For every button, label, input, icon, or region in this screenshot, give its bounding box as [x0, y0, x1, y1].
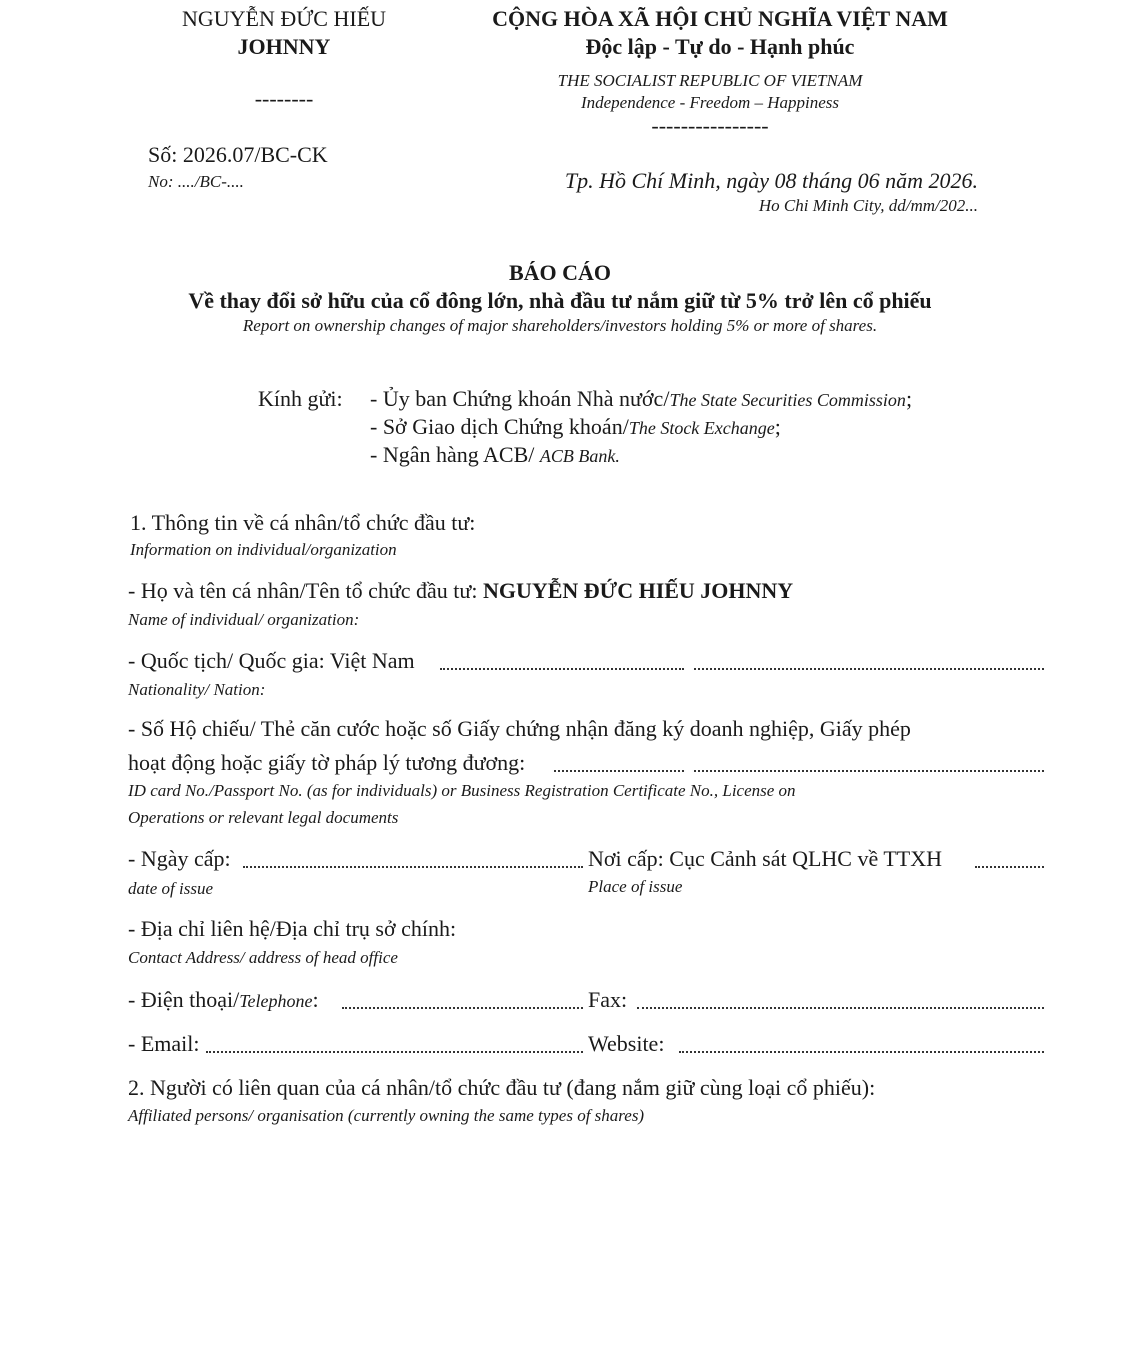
recipient-item: - Ủy ban Chứng khoán Nhà nước/The State Securities Commission; [370, 386, 913, 411]
nationality-fill [694, 666, 1044, 670]
investor-name-value: NGUYỄN ĐỨC HIẾU JOHNNY [482, 578, 794, 603]
address-label: - Địa chỉ liên hệ/Địa chỉ trụ sở chính: [128, 916, 457, 941]
fax-fill [637, 1005, 1044, 1009]
document-number: Số: 2026.07/BC-CK [148, 142, 328, 167]
investor-name-row [128, 578, 793, 604]
phone-row: - Điện thoại/Telephone: [128, 987, 319, 1012]
report-subtitle-en: Report on ownership changes of major shareholders/investors holding 5% or more of shares. [242, 316, 878, 335]
section1-heading-en: Information on individual/organization [130, 540, 397, 559]
issue-date-label-en: date of issue [128, 879, 213, 898]
recipient-item: - Ngân hàng ACB/ ACB Bank. [370, 442, 620, 467]
nationality-label-en: Nationality/ Nation: [128, 680, 266, 699]
nationality-row [128, 648, 415, 674]
nationality-label: - Quốc tịch/ Quốc gia: [128, 648, 330, 673]
report-title: BÁO CÁO [508, 260, 612, 285]
issue-place-fill [975, 864, 1044, 868]
nationality-value: Việt Nam [329, 648, 415, 673]
phone-label: - Điện thoại/ [128, 987, 240, 1012]
issue-date-fill [243, 864, 583, 868]
id-label-en-line1: ID card No./Passport No. (as for individuals) or Business Registration Certificate No., License on [128, 781, 796, 800]
place-date-en: Ho Chi Minh City, dd/mm/202... [758, 196, 978, 215]
section2-heading: 2. Người có liên quan của cá nhân/tổ chức đầu tư (đang nắm giữ cùng loại cổ phiếu): [128, 1075, 876, 1100]
issue-place-label: Nơi cấp: [588, 846, 670, 871]
issue-date-label: - Ngày cấp: [128, 846, 231, 871]
investor-name-label-en: Name of individual/ organization: [128, 610, 360, 629]
national-motto: Độc lập - Tự do - Hạnh phúc [585, 34, 855, 59]
sender-name-line2: JOHNNY [237, 34, 331, 59]
fax-label: Fax: [588, 987, 628, 1012]
recipients-label: Kính gửi: [258, 386, 343, 411]
website-label: Website: [588, 1031, 665, 1056]
id-label-line2: hoạt động hoặc giấy tờ pháp lý tương đương: [128, 750, 526, 775]
phone-label-en: Telephone [239, 991, 313, 1011]
recipient-item: - Sở Giao dịch Chứng khoán/The Stock Exchange; [370, 414, 781, 439]
phone-fill [342, 1005, 583, 1009]
report-subtitle: Về thay đổi sở hữu của cổ đông lớn, nhà đầu tư nắm giữ từ 5% trở lên cổ phiếu [188, 288, 932, 313]
issue-place-value: Cục Cảnh sát QLHC về TTXH [669, 846, 943, 871]
id-label-line1: - Số Hộ chiếu/ Thẻ căn cước hoặc số Giấy chứng nhận đăng ký doanh nghiệp, Giấy phép [128, 716, 911, 741]
id-label-en-line2: Operations or relevant legal documents [128, 808, 399, 827]
nationality-fill [440, 666, 684, 670]
issue-place-label-en: Place of issue [588, 877, 683, 896]
national-motto-en: Independence - Freedom – Happiness [580, 93, 840, 112]
id-number-fill [554, 768, 684, 772]
document-number-en: No: ..../BC-.... [148, 172, 244, 191]
section1-heading: 1. Thông tin về cá nhân/tổ chức đầu tư: [130, 510, 476, 535]
country-name: CỘNG HÒA XÃ HỘI CHỦ NGHĨA VIỆT NAM [492, 6, 948, 31]
website-fill [679, 1049, 1044, 1053]
country-name-en: THE SOCIALIST REPUBLIC OF VIETNAM [557, 71, 863, 90]
header-rule: ---------------- [651, 113, 769, 138]
email-label: - Email: [128, 1031, 200, 1056]
investor-name-label: - Họ và tên cá nhân/Tên tổ chức đầu tư: [128, 578, 483, 603]
place-date: Tp. Hồ Chí Minh, ngày 08 tháng 06 năm 2026. [564, 168, 978, 193]
id-number-fill [694, 768, 1044, 772]
email-fill [206, 1049, 583, 1053]
address-label-en: Contact Address/ address of head office [128, 948, 398, 967]
issue-place-row [588, 846, 942, 872]
sender-name-line1: NGUYỄN ĐỨC HIẾU [181, 6, 387, 31]
sender-rule: -------- [254, 86, 314, 111]
section2-heading-en: Affiliated persons/ organisation (currently owning the same types of shares) [128, 1106, 645, 1125]
